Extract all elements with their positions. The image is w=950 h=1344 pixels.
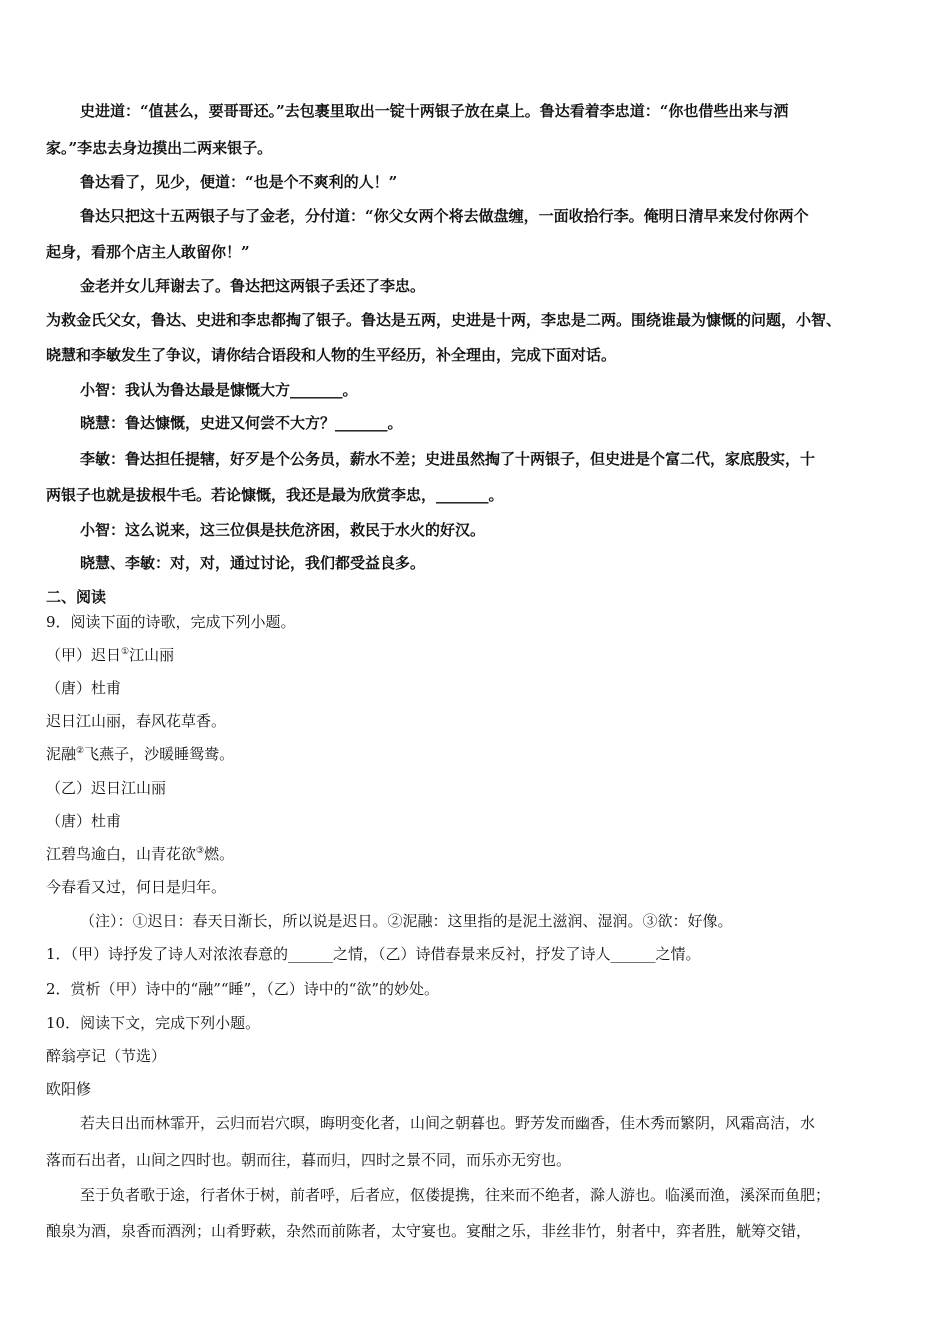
q10-text-line: 酿泉为酒，泉香而酒洌；山肴野蔌，杂然而前陈者，太守宴也。宴酣之乐，非丝非竹，射者中，弈者胜，觥筹交错， [46, 1222, 812, 1240]
poem2-title: （乙）迟日江山丽 [46, 779, 167, 797]
poem1-title: （甲）迟日①江山丽 [46, 646, 175, 664]
q10-author: 欧阳修 [46, 1080, 92, 1098]
q10-text-line: 落而石出者，山间之四时也。朝而往，暮而归，四时之景不同，而乐亦无穷也。 [46, 1151, 572, 1169]
q10-text-line: 至于负者歌于途，行者休于树，前者呼，后者应，伛偻提携，往来而不绝者，滁人游也。临溪而渔，溪深而鱼肥； [80, 1186, 831, 1204]
excerpt-line-3: 鲁达看了，见少，便道：“也是个不爽利的人！” [80, 173, 398, 191]
dialogue-limin-2: 两银子也就是拔根牛毛。若论慷慨，我还是最为欣赏李忠，_______。 [46, 486, 504, 504]
q9-sub-question-2: 2．赏析（甲）诗中的“融”“睡”，（乙）诗中的“欲”的妙处。 [46, 980, 440, 998]
poem1-author: （唐）杜甫 [46, 679, 122, 697]
poem-notes: （注）：①迟日：春天日渐长，所以说是迟日。②泥融：这里指的是泥土滋润、湿润。③欲：好像。 [80, 912, 733, 930]
excerpt-line-6: 金老并女儿拜谢去了。鲁达把这两银子丢还了李忠。 [80, 277, 426, 295]
poem2-line-2: 今春看又过，何日是归年。 [46, 878, 227, 896]
section-title: 二、阅读 [46, 588, 107, 606]
poem2-author: （唐）杜甫 [46, 812, 122, 830]
q10-prompt: 10．阅读下文，完成下列小题。 [46, 1014, 261, 1032]
poem2-line-1: 江碧鸟逾白，山青花欲③燃。 [46, 845, 235, 863]
q9-prompt: 9．阅读下面的诗歌，完成下列小题。 [46, 613, 296, 631]
dialogue-xiaozhi-1: 小智：我认为鲁达最是慷慨大方_______。 [80, 381, 358, 399]
excerpt-line-4: 鲁达只把这十五两银子与了金老，分付道：“你父女两个将去做盘缠，一面收拾行李。俺明日清早来发付你两个 [80, 207, 809, 225]
dialogue-xiaohui-limin: 晓慧、李敏：对，对，通过讨论，我们都受益良多。 [80, 554, 426, 572]
excerpt-line-1: 史进道：“值甚么，要哥哥还。”去包裹里取出一锭十两银子放在桌上。鲁达看着李忠道：“你也借些出来与洒 [80, 102, 789, 120]
poem1-line-2: 泥融②飞燕子，沙暖睡鸳鸯。 [46, 745, 235, 763]
excerpt-line-5: 起身，看那个店主人敢留你！” [46, 243, 250, 261]
q10-text-line: 若夫日出而林霏开，云归而岩穴暝，晦明变化者，山间之朝暮也。野芳发而幽香，佳木秀而繁阴，风霜高洁，水 [80, 1114, 816, 1132]
q9-sub-question-1: 1．（甲）诗抒发了诗人对浓浓春意的______之情，（乙）诗借春景来反衬，抒发了诗人______之情。 [46, 945, 701, 963]
excerpt-line-2: 家。”李忠去身边摸出二两来银子。 [46, 139, 273, 157]
dialogue-xiaozhi-2: 小智：这么说来，这三位俱是扶危济困，救民于水火的好汉。 [80, 521, 486, 539]
q10-text-title: 醉翁亭记（节选） [46, 1047, 167, 1065]
task-line-1: 为救金氏父女，鲁达、史进和李忠都掏了银子。鲁达是五两，史进是十两，李忠是二两。围绕谁最为慷慨的问题，小智、 [46, 311, 842, 329]
poem1-line-1: 迟日江山丽，春风花草香。 [46, 712, 227, 730]
dialogue-xiaohui-1: 晓慧：鲁达慷慨，史进又何尝不大方？_______。 [80, 414, 403, 432]
task-line-2: 晓慧和李敏发生了争议，请你结合语段和人物的生平经历，补全理由，完成下面对话。 [46, 346, 617, 364]
dialogue-limin-1: 李敏：鲁达担任提辖，好歹是个公务员，薪水不差；史进虽然掏了十两银子，但史进是个富二代，家底殷实，十 [80, 450, 816, 468]
